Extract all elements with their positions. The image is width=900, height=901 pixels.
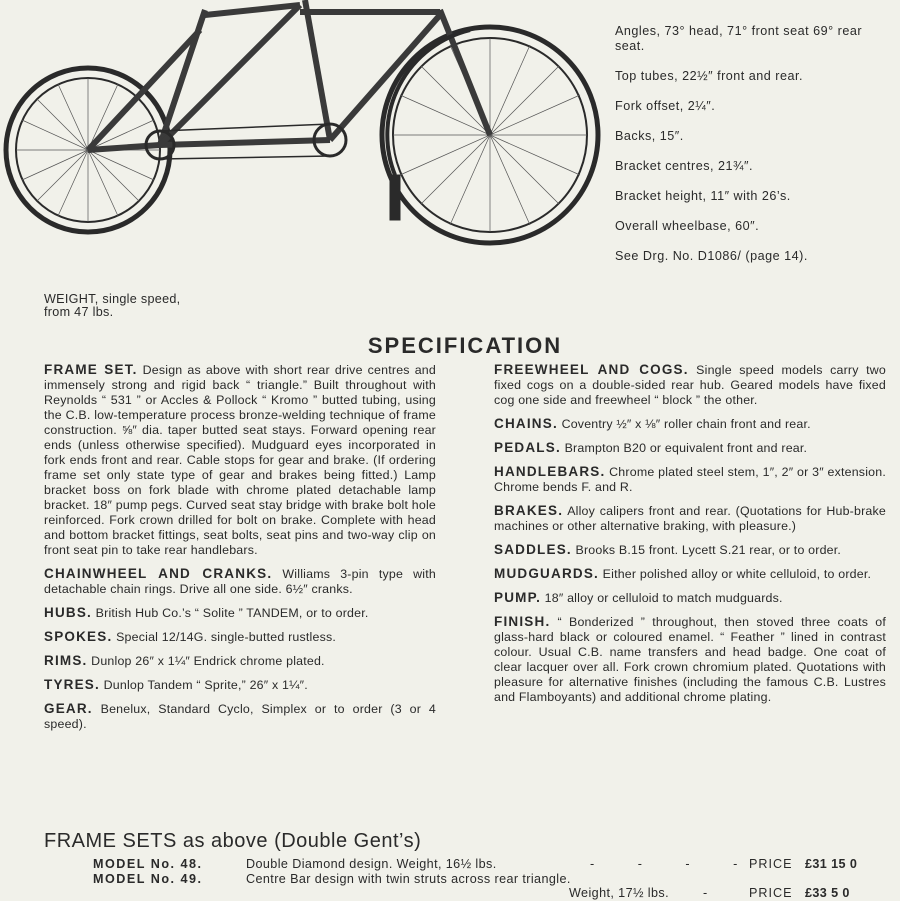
spec-heading: TYRES. (44, 677, 100, 692)
spec-item (44, 701, 436, 732)
spec-item (494, 542, 886, 558)
model-49-weight: Weight, 17½ lbs. (569, 886, 669, 900)
spec-item (44, 677, 436, 693)
spec-text: Coventry ½″ x ⅛″ roller chain front and rear. (561, 417, 811, 431)
geometry-fork-offset: Fork offset, 2¼″. (615, 99, 716, 113)
spec-heading: PEDALS. (494, 440, 561, 455)
spec-item (44, 653, 436, 669)
geometry-angles: Angles, 73° head, 71° front seat 69° rear seat. (615, 24, 863, 53)
spec-item (44, 362, 436, 558)
spec-item (494, 440, 886, 456)
spec-heading: FRAME SET. (44, 362, 138, 377)
model-label: MODEL No. 48. (93, 857, 203, 871)
frame-sets-heading: FRAME SETS as above (Double Gent’s) (44, 830, 422, 852)
geometry-bracket-height: Bracket height, 11″ with 26’s. (615, 189, 791, 203)
spec-text: Williams 3-pin type with detachable chain rings. Drive all one side. 6½″ cranks. (44, 567, 436, 596)
geometry-wheelbase: Overall wheelbase, 60″. (615, 219, 760, 233)
spec-item (44, 605, 436, 621)
spec-heading: MUDGUARDS. (494, 566, 599, 581)
spec-item (494, 590, 886, 606)
spec-heading: FREEWHEEL AND COGS. (494, 362, 689, 377)
geometry-bracket-centres: Bracket centres, 21¾″. (615, 159, 753, 173)
geometry-drawing-ref: See Drg. No. D1086/ (page 14). (615, 249, 808, 263)
tandem-bicycle-illustration (0, 0, 610, 270)
model-label: MODEL No. 49. (93, 872, 203, 886)
spec-text: Dunlop 26″ x 1¼″ Endrick chrome plated. (91, 654, 325, 668)
spec-heading: CHAINS. (494, 416, 558, 431)
spec-item (494, 464, 886, 495)
geometry-top-tubes: Top tubes, 22½″ front and rear. (615, 69, 803, 83)
spec-text: “ Bonderized ” throughout, then stoved three coats of glass-hard black or coloured enamel. “ Feather ” lined in contrast colour. Usual C.B. name transfers and head badge. One coat of clear lacquer over all. Fork crown chromium plated. Quotations with pleasure for alternative finishes (including the famous C.B. Lustres and Flamboyants) and additional chrome plating. (494, 615, 886, 704)
spec-item (494, 362, 886, 408)
spec-text: Dunlop Tandem “ Sprite,” 26″ x 1¼″. (103, 678, 308, 692)
spec-left-column (44, 362, 436, 740)
spec-text: Alloy calipers front and rear. (Quotations for Hub-brake machines or other alternative braking, with pleasure.) (494, 504, 886, 533)
spec-text: Benelux, Standard Cyclo, Simplex or to order (3 or 4 speed). (44, 702, 436, 731)
spec-heading: RIMS. (44, 653, 88, 668)
spec-heading: HUBS. (44, 605, 93, 620)
spec-text: British Hub Co.’s “ Solite ” TANDEM, or to order. (95, 606, 369, 620)
spec-heading: FINISH. (494, 614, 551, 629)
spec-item (494, 566, 886, 582)
price-label: PRICE (749, 886, 793, 900)
leader-dashes: - (703, 886, 708, 900)
model-description: Centre Bar design with twin struts across rear triangle. (246, 872, 571, 886)
spec-text: Chrome plated steel stem, 1″, 2″ or 3″ extension. Chrome bends F. and R. (494, 465, 886, 494)
weight-note (44, 293, 181, 319)
specification-heading: SPECIFICATION (367, 333, 563, 358)
spec-text: Either polished alloy or white celluloid, to order. (602, 567, 872, 581)
spec-heading: GEAR. (44, 701, 93, 716)
spec-item (44, 629, 436, 645)
spec-right-column (494, 362, 886, 713)
spec-heading: HANDLEBARS. (494, 464, 606, 479)
spec-item (494, 416, 886, 432)
weight-line-1: WEIGHT, single speed, (44, 292, 181, 306)
weight-line-2: from 47 lbs. (44, 305, 114, 319)
spec-heading: CHAINWHEEL AND CRANKS. (44, 566, 273, 581)
spec-item (494, 614, 886, 705)
leader-dashes: - - - - (590, 857, 758, 871)
price-label: PRICE (749, 857, 793, 871)
spec-text: Design as above with short rear drive centres and immensely strong and rigid back “ triangle.” Built throughout with Reynolds “ 531 ” or Accles & Pollock “ Kromo ” butted tubing, using the C.B. low-temperature process bronze-welding technique of frame construction. ⅝″ dia. taper butted seat stays. Forward opening rear ends (unless otherwise specified). Mudguard eyes incorporated in fork ends front and rear. Cable stops for gear and brake. (If ordering frame set only state type of gear and brakes being fitted.) Lamp bracket boss on fork blade with chrome plated detachable lamp bracket. 18″ pump pegs. Curved seat stay bridge with brake bolt hole reinforced. Fork crown drilled for bolt on brake. Complete with head and bottom bracket fittings, seat bolts, seat pins and two-way clip on front seat pin to take rear handlebars. (44, 363, 436, 557)
geometry-list (615, 24, 887, 279)
spec-heading: SPOKES. (44, 629, 113, 644)
price-value: £31 15 0 (805, 857, 858, 871)
spec-text: Brooks B.15 front. Lycett S.21 rear, or to order. (575, 543, 842, 557)
spec-text: Single speed models carry two fixed cogs on a double-sided rear hub. Geared models have fixed cog one side and freewheel “ block ” the other. (494, 363, 886, 407)
model-description: Double Diamond design. Weight, 16½ lbs. (246, 857, 497, 871)
geometry-backs: Backs, 15″. (615, 129, 684, 143)
spec-item (494, 503, 886, 534)
spec-text: Special 12/14G. single-butted rustless. (116, 630, 337, 644)
spec-text: Brampton B20 or equivalent front and rear. (564, 441, 808, 455)
spec-heading: BRAKES. (494, 503, 564, 518)
spec-text: 18″ alloy or celluloid to match mudguards. (544, 591, 783, 605)
spec-heading: SADDLES. (494, 542, 572, 557)
spec-item (44, 566, 436, 597)
price-value: £33 5 0 (805, 886, 850, 900)
spec-heading: PUMP. (494, 590, 542, 605)
